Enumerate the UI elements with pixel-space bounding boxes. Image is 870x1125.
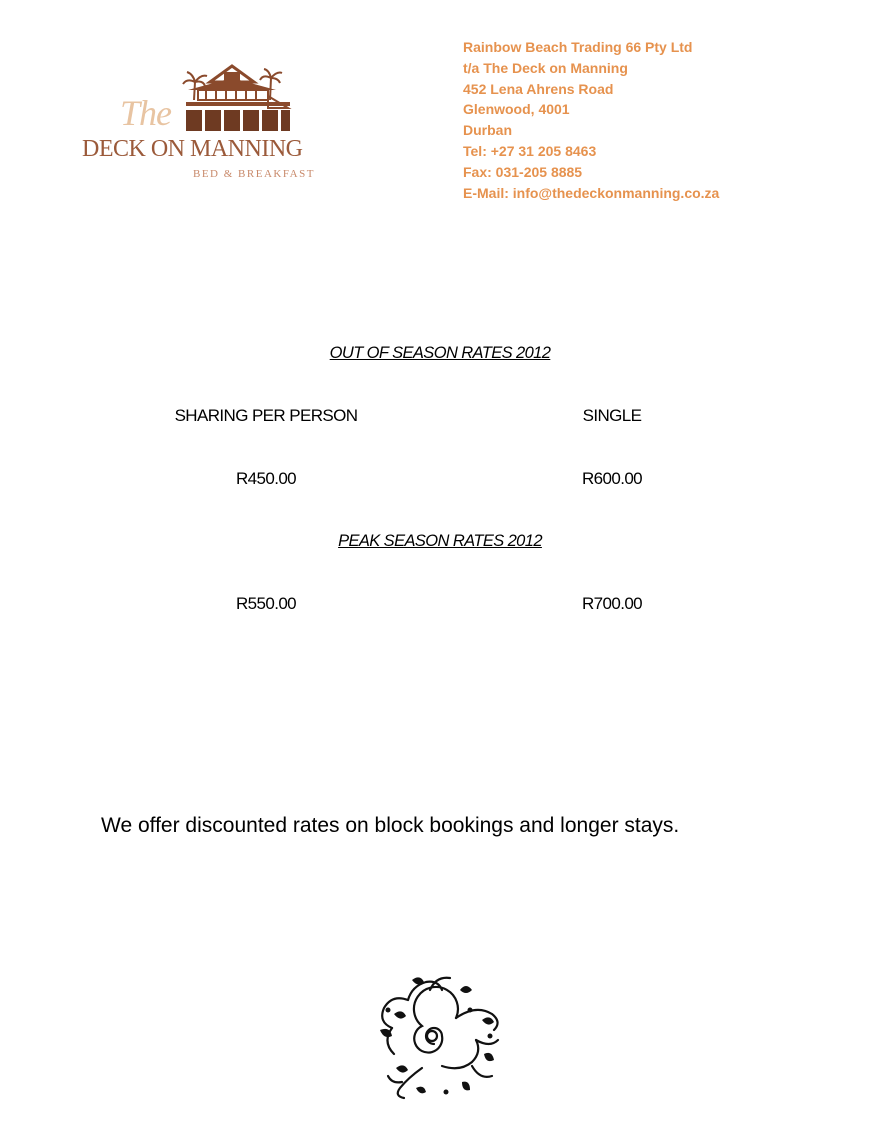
- swirl-ornament-icon: [372, 970, 504, 1102]
- logo-sub-text: BED & BREAKFAST: [193, 168, 315, 180]
- logo-main-text: DECK ON MANNING: [82, 136, 303, 162]
- peak-sharing-rate: R550.00: [235, 594, 297, 613]
- logo-the-text: The: [120, 93, 171, 133]
- email: E-Mail: info@thedeckonmanning.co.za: [463, 184, 720, 201]
- discount-note: We offer discounted rates on block bookings and longer stays.: [101, 814, 680, 837]
- trading-as: t/a The Deck on Manning: [463, 59, 628, 76]
- sharing-header: SHARING PER PERSON: [174, 406, 358, 425]
- house-icon: [82, 60, 294, 135]
- street-address: 452 Lena Ahrens Road: [463, 80, 614, 97]
- out-single-rate: R600.00: [581, 469, 643, 488]
- out-sharing-rate: R450.00: [235, 469, 297, 488]
- company-name: Rainbow Beach Trading 66 Pty Ltd: [463, 39, 693, 55]
- out-of-season-heading: OUT OF SEASON RATES 2012: [329, 344, 551, 362]
- peak-season-heading: PEAK SEASON RATES 2012: [338, 532, 542, 550]
- peak-single-rate: R700.00: [581, 594, 643, 613]
- city: Durban: [463, 122, 512, 139]
- suburb: Glenwood, 4001: [463, 101, 570, 118]
- logo: [82, 60, 315, 185]
- fax: Fax: 031-205 8885: [463, 163, 583, 180]
- single-header: SINGLE: [582, 406, 642, 425]
- telephone: Tel: +27 31 205 8463: [463, 142, 597, 159]
- address-block: [463, 37, 719, 203]
